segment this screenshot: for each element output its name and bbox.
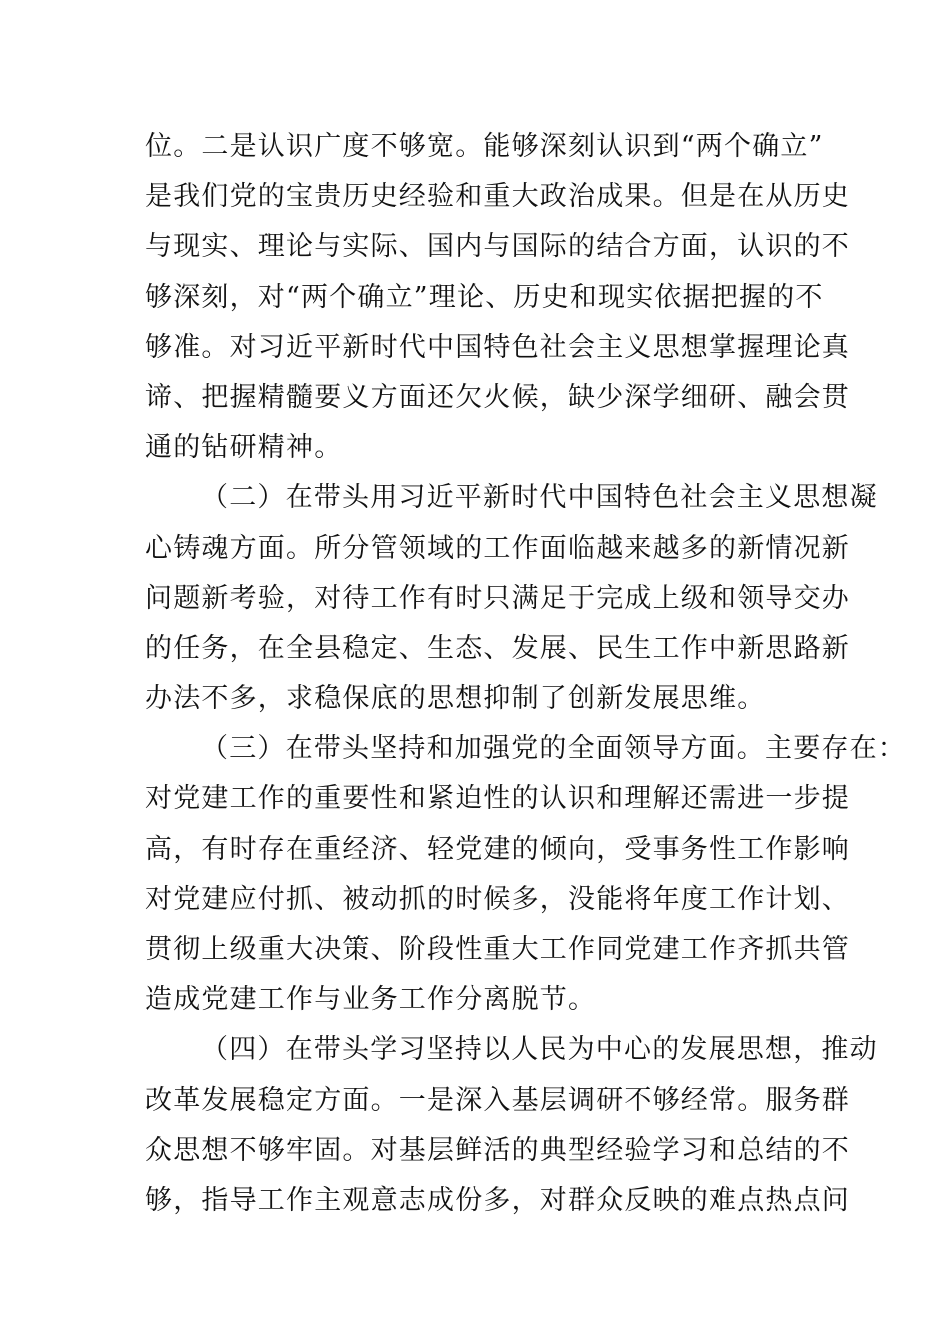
paragraph-start-line: （二）在带头用习近平新时代中国特色社会主义思想凝 xyxy=(201,482,878,514)
text-line: 的任务，在全县稳定、生态、发展、民生工作中新思路新 xyxy=(145,632,850,664)
paragraph-start-line: （三）在带头坚持和加强党的全面领导方面。主要存在： xyxy=(201,733,906,765)
text-line: 是我们党的宝贵历史经验和重大政治成果。但是在从历史 xyxy=(145,181,850,213)
text-line: 对党建工作的重要性和紧迫性的认识和理解还需进一步提 xyxy=(145,783,850,815)
text-line: 贯彻上级重大决策、阶段性重大工作同党建工作齐抓共管 xyxy=(145,934,850,965)
text-line: 够准。对习近平新时代中国特色社会主义思想掌握理论真 xyxy=(145,331,850,363)
text-line: 够，指导工作主观意志成份多，对群众反映的难点热点问 xyxy=(145,1184,850,1216)
text-line: 心铸魂方面。所分管领域的工作面临越来越多的新情况新 xyxy=(145,532,850,564)
text-line: 与现实、理论与实际、国内与国际的结合方面，认识的不 xyxy=(145,231,850,263)
text-line: 通的钻研精神。 xyxy=(145,432,343,464)
paragraph-start-line: （四）在带头学习坚持以人民为中心的发展思想，推动 xyxy=(201,1034,878,1066)
text-line: 位。二是认识广度不够宽。能够深刻认识到“两个确立” xyxy=(145,131,824,162)
body-text xyxy=(145,122,906,1226)
text-line: 问题新考验，对待工作有时只满足于完成上级和领导交办 xyxy=(145,582,850,614)
text-line: 高，有时存在重经济、轻党建的倾向，受事务性工作影响 xyxy=(145,833,850,865)
text-line: 够深刻，对“两个确立”理论、历史和现实依据把握的不 xyxy=(145,281,824,313)
text-line: 办法不多，求稳保底的思想抑制了创新发展思维。 xyxy=(145,683,766,715)
text-line: 改革发展稳定方面。一是深入基层调研不够经常。服务群 xyxy=(145,1084,850,1116)
text-line: 谛、把握精髓要义方面还欠火候，缺少深学细研、融会贯 xyxy=(145,381,850,413)
text-line: 造成党建工作与业务工作分离脱节。 xyxy=(145,984,597,1016)
text-line: 对党建应付抓、被动抓的时候多，没能将年度工作计划、 xyxy=(145,883,850,915)
text-line: 众思想不够牢固。对基层鲜活的典型经验学习和总结的不 xyxy=(145,1134,850,1166)
